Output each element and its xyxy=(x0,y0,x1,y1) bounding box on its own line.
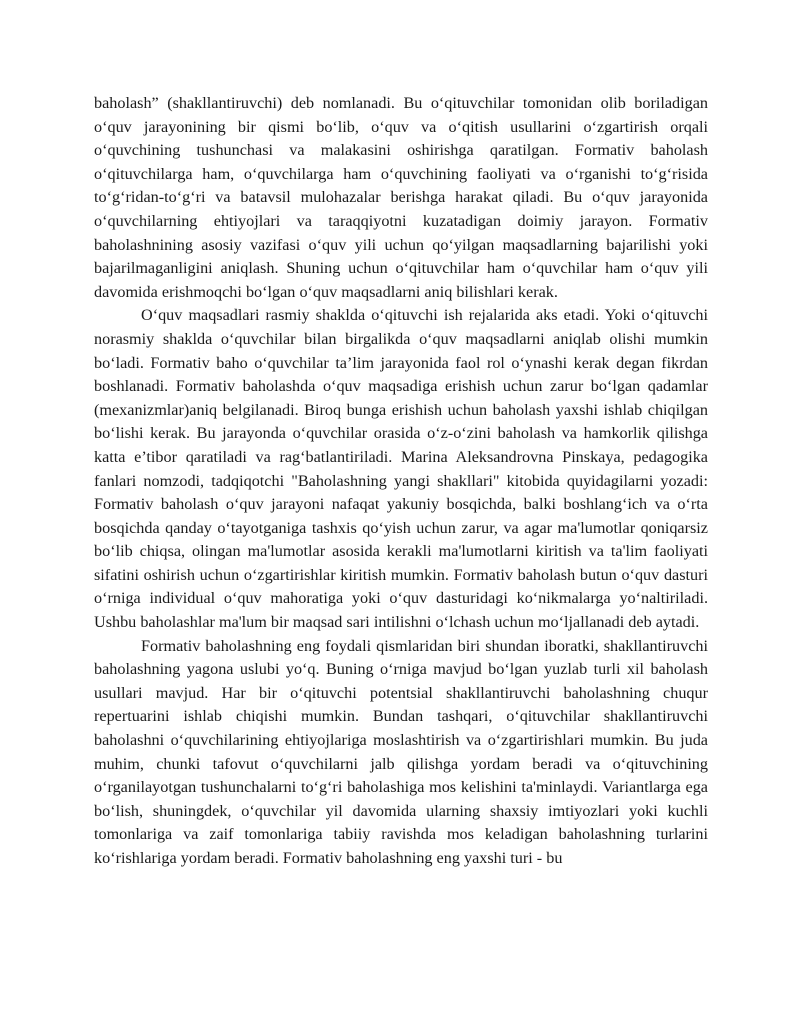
paragraph-learning-goals: O‘quv maqsadlari rasmiy shaklda o‘qituvchi ish rejalarida aks etadi. Yoki o‘qituvchi norasmiy shaklda o‘quvchilar bilan birgalikda o‘quv maqsadlarni aniqlab olishi mumkin bo‘ladi. Formativ baho o‘quvchilar ta’lim jarayonida faol rol o‘ynashi kerak degan fikrdan boshlanadi. Formativ baholashda o‘quv maqsadiga erishish uchun zarur bo‘lgan qadamlar (mexanizmlar)aniq belgilanadi. Biroq bunga erishish uchun baholash yaxshi ishlab chiqilgan bo‘lishi kerak. Bu jarayonda o‘quvchilar orasida o‘z-o‘zini baholash va hamkorlik qilishga katta e’tibor qaratiladi va rag‘batlantiriladi. Marina Aleksandrovna Pinskaya, pedagogika fanlari nomzodi, tadqiqotchi "Baholashning yangi shakllari" kitobida quyidagilarni yozadi: Formativ baholash o‘quv jarayoni nafaqat yakuniy bosqichda, balki boshlang‘ich va o‘rta bosqichda qanday o‘tayotganiga tashxis qo‘yish uchun zarur, va agar ma'lumotlar qoniqarsiz bo‘lib chiqsa, olingan ma'lumotlar asosida kerakli ma'lumotlarni kiritish va ta'lim faoliyati sifatini oshirish uchun o‘zgartirishlar kiritish mumkin. Formativ baholash butun o‘quv dasturi o‘rniga individual o‘quv mahoratiga yoki o‘quv dasturidagi ko‘nikmalarga yo‘naltiriladi. Ushbu baholashlar ma'lum bir maqsad sari intilishni o‘lchash uchun mo‘ljallanadi deb aytadi. xyxy=(94,306,708,632)
document-page xyxy=(94,92,708,871)
paragraph-formative-methods: Formativ baholashning eng foydali qismlaridan biri shundan iboratki, shakllantiruvchi baholashning yagona uslubi yo‘q. Buning o‘rniga mavjud bo‘lgan yuzlab turli xil baholash usullari mavjud. Har bir o‘qituvchi potentsial shakllantiruvchi baholashning chuqur repertuarini ishlab chiqishi mumkin. Bundan tashqari, o‘qituvchilar shakllantiruvchi baholashni o‘quvchilarining ehtiyojlariga moslashtirish va o‘zgartirishlari mumkin. Bu juda muhim, chunki tafovut o‘quvchilarni jalb qilishga yordam beradi va o‘qituvchining o‘rganilayotgan tushunchalarni to‘g‘ri baholashiga mos kelishini ta'minlaydi. Variantlarga ega bo‘lish, shuningdek, o‘quvchilar yil davomida ularning shaxsiy imtiyozlari yoki kuchli tomonlariga va zaif tomonlariga tabiiy ravishda mos keladigan baholashning turlarini ko‘rishlariga yordam beradi. Formativ baholashning eng yaxshi turi - bu xyxy=(94,636,708,867)
paragraph-continuation: baholash” (shakllantiruvchi) deb nomlanadi. Bu o‘qituvchilar tomonidan olib boriladigan o‘quv jarayonining bir qismi bo‘lib, o‘quv va o‘qitish usullarini o‘zgartirish orqali o‘quvchining tushunchasi va malakasini oshirishga qaratilgan. Formativ baholash o‘qituvchilarga ham, o‘quvchilarga ham o‘quvchining faoliyati va o‘rganishi to‘g‘risida to‘g‘ridan-to‘g‘ri va batavsil mulohazalar berishga harakat qiladi. Bu o‘quv jarayonida o‘quvchilarning ehtiyojlari va taraqqiyotni kuzatadigan doimiy jarayon. Formativ baholashnining asosiy vazifasi o‘quv yili uchun qo‘yilgan maqsadlarning bajarilishi yoki bajarilmaganligini aniqlash. Shuning uchun o‘qituvchilar ham o‘quvchilar ham o‘quv yili davomida erishmoqchi bo‘lgan o‘quv maqsadlarni aniq bilishlari kerak. xyxy=(94,94,708,301)
